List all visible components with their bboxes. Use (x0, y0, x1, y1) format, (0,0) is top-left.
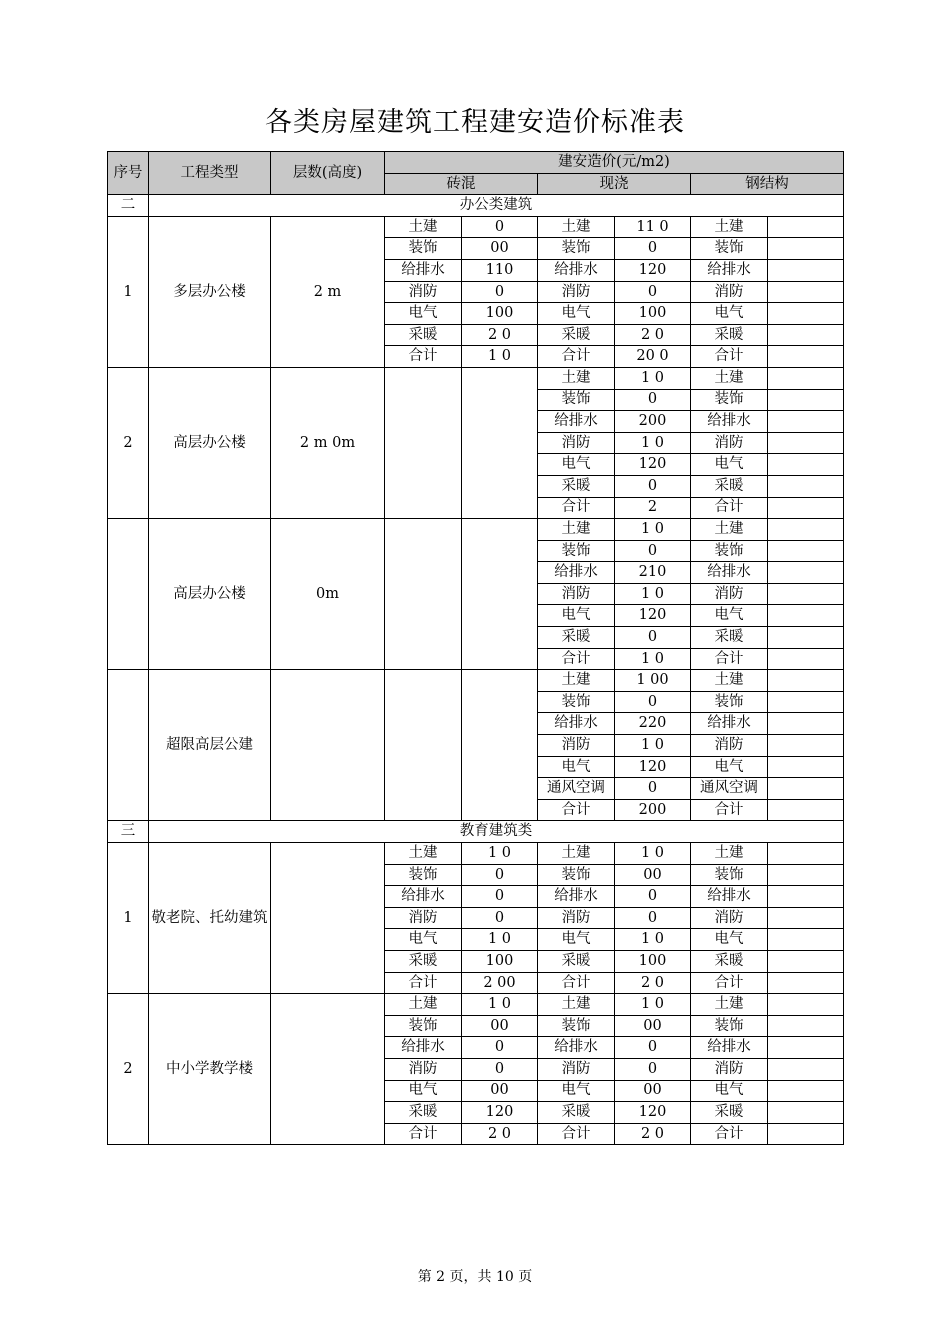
steel-item: 装饰 (691, 389, 768, 411)
cast-value: 1 0 (615, 367, 691, 389)
cast-value: 0 (615, 540, 691, 562)
cast-item: 消防 (538, 907, 615, 929)
brick-value: 0 (462, 1037, 538, 1059)
project-type: 高层办公楼 (149, 367, 271, 518)
brick-value: 1 0 (462, 843, 538, 865)
brick-value: 0 (462, 864, 538, 886)
brick-item: 给排水 (385, 886, 462, 908)
header-cast: 现浇 (538, 173, 691, 195)
header-cost: 建安造价(元/m2) (385, 152, 844, 174)
steel-value (768, 216, 844, 238)
cast-value: 120 (615, 259, 691, 281)
cast-value: 1 0 (615, 432, 691, 454)
cast-value: 1 0 (615, 994, 691, 1016)
steel-item: 装饰 (691, 540, 768, 562)
header-type: 工程类型 (149, 152, 271, 195)
project-type: 超限高层公建 (149, 670, 271, 821)
brick-value-empty (462, 519, 538, 670)
steel-item: 合计 (691, 346, 768, 368)
project-type: 敬老院、托幼建筑 (149, 843, 271, 994)
steel-item: 土建 (691, 367, 768, 389)
steel-item: 电气 (691, 605, 768, 627)
steel-item: 合计 (691, 799, 768, 821)
brick-value: 110 (462, 259, 538, 281)
cast-item: 消防 (538, 281, 615, 303)
steel-item: 采暖 (691, 324, 768, 346)
brick-value: 120 (462, 1102, 538, 1124)
steel-value (768, 735, 844, 757)
cast-value: 2 0 (615, 1123, 691, 1145)
steel-item: 合计 (691, 497, 768, 519)
cast-item: 电气 (538, 605, 615, 627)
steel-value (768, 281, 844, 303)
cast-item: 采暖 (538, 627, 615, 649)
brick-value: 1 0 (462, 346, 538, 368)
cast-value: 1 0 (615, 843, 691, 865)
brick-item: 给排水 (385, 1037, 462, 1059)
steel-item: 通风空调 (691, 778, 768, 800)
project-number (108, 670, 149, 821)
cast-item: 电气 (538, 929, 615, 951)
steel-value (768, 389, 844, 411)
cast-value: 00 (615, 1015, 691, 1037)
steel-item: 电气 (691, 1080, 768, 1102)
brick-value: 1 0 (462, 994, 538, 1016)
brick-value: 00 (462, 238, 538, 260)
brick-item: 采暖 (385, 1102, 462, 1124)
steel-value (768, 799, 844, 821)
steel-item: 采暖 (691, 950, 768, 972)
table-row (108, 670, 844, 692)
steel-item: 给排水 (691, 411, 768, 433)
cast-item: 装饰 (538, 1015, 615, 1037)
cast-item: 给排水 (538, 886, 615, 908)
cast-value: 210 (615, 562, 691, 584)
project-number: 1 (108, 216, 149, 367)
brick-item: 装饰 (385, 1015, 462, 1037)
brick-item: 电气 (385, 303, 462, 325)
cast-value: 0 (615, 778, 691, 800)
steel-item: 消防 (691, 907, 768, 929)
steel-value (768, 713, 844, 735)
steel-value (768, 432, 844, 454)
steel-value (768, 972, 844, 994)
cast-value: 220 (615, 713, 691, 735)
steel-item: 消防 (691, 432, 768, 454)
cast-item: 给排水 (538, 1037, 615, 1059)
cast-item: 合计 (538, 497, 615, 519)
cast-item: 采暖 (538, 475, 615, 497)
cast-item: 给排水 (538, 411, 615, 433)
steel-value (768, 886, 844, 908)
cast-item: 消防 (538, 583, 615, 605)
project-floors: 2 m (271, 216, 385, 367)
steel-item: 电气 (691, 454, 768, 476)
brick-item-empty (385, 670, 462, 821)
steel-value (768, 691, 844, 713)
steel-value (768, 1123, 844, 1145)
cast-value: 0 (615, 281, 691, 303)
steel-item: 给排水 (691, 259, 768, 281)
cast-value: 1 0 (615, 648, 691, 670)
brick-item-empty (385, 519, 462, 670)
cast-value: 0 (615, 389, 691, 411)
steel-value (768, 583, 844, 605)
header-no: 序号 (108, 152, 149, 195)
cast-item: 合计 (538, 972, 615, 994)
brick-value: 1 0 (462, 929, 538, 951)
steel-item: 装饰 (691, 691, 768, 713)
cast-item: 消防 (538, 1058, 615, 1080)
table-body (108, 152, 844, 1145)
cast-value: 1 0 (615, 929, 691, 951)
steel-value (768, 497, 844, 519)
brick-value: 0 (462, 907, 538, 929)
brick-value-empty (462, 670, 538, 821)
cast-value: 0 (615, 907, 691, 929)
brick-item: 土建 (385, 843, 462, 865)
cast-item: 给排水 (538, 713, 615, 735)
steel-value (768, 475, 844, 497)
steel-value (768, 648, 844, 670)
cast-item: 土建 (538, 670, 615, 692)
brick-value: 2 0 (462, 324, 538, 346)
steel-item: 给排水 (691, 886, 768, 908)
cast-item: 消防 (538, 432, 615, 454)
steel-item: 合计 (691, 648, 768, 670)
brick-value: 0 (462, 216, 538, 238)
cast-item: 消防 (538, 735, 615, 757)
cast-value: 11 0 (615, 216, 691, 238)
brick-item: 电气 (385, 929, 462, 951)
project-number: 2 (108, 367, 149, 518)
cast-value: 0 (615, 475, 691, 497)
steel-value (768, 627, 844, 649)
steel-item: 装饰 (691, 238, 768, 260)
steel-item: 土建 (691, 994, 768, 1016)
steel-item: 土建 (691, 843, 768, 865)
steel-value (768, 756, 844, 778)
section-row (108, 195, 844, 217)
cast-value: 0 (615, 1037, 691, 1059)
table-row (108, 519, 844, 541)
cost-standard-table (107, 151, 844, 1145)
steel-item: 电气 (691, 756, 768, 778)
cast-value: 100 (615, 950, 691, 972)
cast-item: 合计 (538, 648, 615, 670)
steel-value (768, 670, 844, 692)
table-row (108, 994, 844, 1016)
steel-item: 合计 (691, 972, 768, 994)
cast-value: 00 (615, 1080, 691, 1102)
steel-value (768, 454, 844, 476)
cast-value: 2 (615, 497, 691, 519)
cast-item: 通风空调 (538, 778, 615, 800)
brick-item: 给排水 (385, 259, 462, 281)
brick-item: 合计 (385, 1123, 462, 1145)
steel-value (768, 346, 844, 368)
cast-item: 装饰 (538, 691, 615, 713)
section-name: 教育建筑类 (149, 821, 844, 843)
cast-value: 2 0 (615, 324, 691, 346)
brick-value-empty (462, 367, 538, 518)
cast-value: 1 00 (615, 670, 691, 692)
steel-value (768, 1080, 844, 1102)
cast-value: 1 0 (615, 519, 691, 541)
steel-item: 消防 (691, 1058, 768, 1080)
cast-value: 0 (615, 1058, 691, 1080)
cast-item: 装饰 (538, 389, 615, 411)
steel-value (768, 864, 844, 886)
steel-value (768, 540, 844, 562)
section-name: 办公类建筑 (149, 195, 844, 217)
steel-value (768, 1015, 844, 1037)
header-steel: 钢结构 (691, 173, 844, 195)
brick-item: 采暖 (385, 950, 462, 972)
steel-value (768, 259, 844, 281)
cast-value: 120 (615, 756, 691, 778)
cast-item: 给排水 (538, 562, 615, 584)
brick-item: 合计 (385, 972, 462, 994)
cast-value: 00 (615, 864, 691, 886)
steel-item: 采暖 (691, 627, 768, 649)
page-footer: 第 2 页，共 10 页 (417, 1269, 533, 1285)
steel-item: 电气 (691, 303, 768, 325)
project-floors (271, 670, 385, 821)
cast-value: 1 0 (615, 583, 691, 605)
cast-value: 20 0 (615, 346, 691, 368)
brick-item: 电气 (385, 1080, 462, 1102)
brick-item: 消防 (385, 281, 462, 303)
project-type: 中小学教学楼 (149, 994, 271, 1145)
cast-value: 200 (615, 411, 691, 433)
steel-value (768, 843, 844, 865)
cast-item: 合计 (538, 799, 615, 821)
brick-item: 消防 (385, 907, 462, 929)
cast-item: 土建 (538, 216, 615, 238)
section-row (108, 821, 844, 843)
brick-value: 00 (462, 1080, 538, 1102)
cast-value: 0 (615, 238, 691, 260)
brick-item-empty (385, 367, 462, 518)
steel-value (768, 367, 844, 389)
cast-item: 电气 (538, 303, 615, 325)
cast-item: 土建 (538, 843, 615, 865)
cast-item: 合计 (538, 1123, 615, 1145)
cast-item: 装饰 (538, 540, 615, 562)
cast-value: 1 0 (615, 735, 691, 757)
cast-value: 100 (615, 303, 691, 325)
cast-item: 采暖 (538, 950, 615, 972)
steel-item: 给排水 (691, 1037, 768, 1059)
cast-value: 0 (615, 691, 691, 713)
project-type: 高层办公楼 (149, 519, 271, 670)
project-floors (271, 994, 385, 1145)
steel-value (768, 303, 844, 325)
brick-value: 00 (462, 1015, 538, 1037)
cast-item: 装饰 (538, 864, 615, 886)
section-number: 三 (108, 821, 149, 843)
header-row-1 (108, 152, 844, 174)
cast-item: 电气 (538, 1080, 615, 1102)
project-number (108, 519, 149, 670)
steel-value (768, 907, 844, 929)
steel-value (768, 562, 844, 584)
steel-item: 电气 (691, 929, 768, 951)
cast-value: 0 (615, 627, 691, 649)
cast-item: 装饰 (538, 238, 615, 260)
cast-item: 采暖 (538, 324, 615, 346)
cast-item: 采暖 (538, 1102, 615, 1124)
brick-value: 0 (462, 281, 538, 303)
header-floors: 层数(高度) (271, 152, 385, 195)
steel-value (768, 778, 844, 800)
section-number: 二 (108, 195, 149, 217)
steel-item: 合计 (691, 1123, 768, 1145)
cast-value: 120 (615, 1102, 691, 1124)
cast-value: 2 0 (615, 972, 691, 994)
brick-value: 0 (462, 886, 538, 908)
steel-value (768, 1058, 844, 1080)
project-number: 2 (108, 994, 149, 1145)
brick-item: 装饰 (385, 238, 462, 260)
brick-item: 土建 (385, 216, 462, 238)
steel-value (768, 1037, 844, 1059)
steel-item: 消防 (691, 735, 768, 757)
page-title: 各类房屋建筑工程建安造价标准表 (265, 107, 685, 138)
steel-item: 消防 (691, 583, 768, 605)
cast-item: 给排水 (538, 259, 615, 281)
brick-item: 土建 (385, 994, 462, 1016)
table-row (108, 843, 844, 865)
cast-item: 电气 (538, 756, 615, 778)
project-floors (271, 843, 385, 994)
cast-value: 0 (615, 886, 691, 908)
steel-item: 土建 (691, 670, 768, 692)
brick-value: 2 00 (462, 972, 538, 994)
project-number: 1 (108, 843, 149, 994)
steel-value (768, 324, 844, 346)
steel-item: 土建 (691, 216, 768, 238)
steel-item: 给排水 (691, 713, 768, 735)
cast-value: 200 (615, 799, 691, 821)
brick-value: 100 (462, 950, 538, 972)
steel-value (768, 1102, 844, 1124)
steel-item: 装饰 (691, 864, 768, 886)
cast-item: 土建 (538, 519, 615, 541)
cast-value: 120 (615, 605, 691, 627)
steel-value (768, 519, 844, 541)
brick-value: 100 (462, 303, 538, 325)
cast-item: 合计 (538, 346, 615, 368)
table-row (108, 216, 844, 238)
steel-value (768, 238, 844, 260)
steel-value (768, 950, 844, 972)
cast-item: 土建 (538, 994, 615, 1016)
brick-item: 合计 (385, 346, 462, 368)
project-floors: 2 m 0m (271, 367, 385, 518)
table-row (108, 367, 844, 389)
steel-value (768, 929, 844, 951)
brick-item: 消防 (385, 1058, 462, 1080)
brick-item: 采暖 (385, 324, 462, 346)
steel-item: 土建 (691, 519, 768, 541)
steel-value (768, 605, 844, 627)
project-type: 多层办公楼 (149, 216, 271, 367)
brick-item: 装饰 (385, 864, 462, 886)
steel-value (768, 994, 844, 1016)
steel-item: 消防 (691, 281, 768, 303)
brick-value: 0 (462, 1058, 538, 1080)
steel-item: 给排水 (691, 562, 768, 584)
project-floors: 0m (271, 519, 385, 670)
header-brick: 砖混 (385, 173, 538, 195)
steel-item: 采暖 (691, 1102, 768, 1124)
steel-item: 采暖 (691, 475, 768, 497)
steel-value (768, 411, 844, 433)
cast-value: 120 (615, 454, 691, 476)
steel-item: 装饰 (691, 1015, 768, 1037)
brick-value: 2 0 (462, 1123, 538, 1145)
cast-item: 土建 (538, 367, 615, 389)
cast-item: 电气 (538, 454, 615, 476)
